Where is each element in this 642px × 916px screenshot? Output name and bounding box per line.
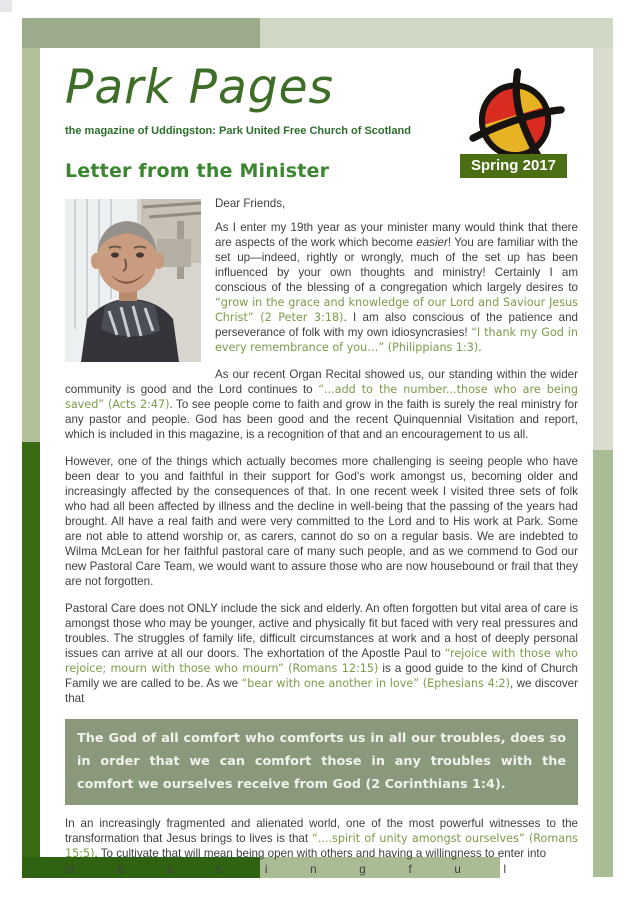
paragraph-3: However, one of the things which actually becomes more challenging is seeing people who have been dear to you and faithful in their support for God's work amongst us, becoming older and increasingly affected by the consequences of that. In one recent week I visited three sets of folk who had all been affected by illness and the decline in well-being that the passing of the years had brought. All have a real faith and were very committed to the Lord and to His work at Park. Some are not able to attend worship or, as carers, cannot do so on a regular basis. We are indebted to Wilma McLean for her faithful pastoral care of many such people, and as we commend to God our new Pastoral Care Team, we would want to assure those who are now housebound or frail that they are not forgotten. (65, 454, 578, 588)
stretched-word: m e a n i n g f u l (65, 862, 507, 876)
masthead (65, 62, 578, 137)
frame-left-band-bottom (22, 442, 40, 878)
pull-quote-box: The God of all comfort who comforts us in all our troubles, does so in order that we can comfort those in any troubles with the comfort we ourselves receive from God (2 Corinthians 1:4). (65, 719, 578, 805)
salutation: Dear Friends, (215, 196, 286, 210)
issue-badge: Spring 2017 (460, 154, 567, 178)
minister-photo (65, 199, 201, 362)
page-content (40, 48, 593, 876)
frame-top-band-right (260, 18, 613, 48)
paragraph-5: In an increasingly fragmented and alienated world, one of the most powerful witnesses to the transformation that Jesus brings to lives is that “....spirit of unity amongst ourselves” (Romans 15:5). To cultivate that will mean being open with others and having a willingness to enter into (65, 816, 578, 860)
paragraph-1: As I enter my 19th year as your minister many would think that there are aspects of the work which become easier! You are familiar with the set up—indeed, rightly or wrongly, much of the set up has been influenced by your own thoughts and ministry! Certainly I am conscious of the blessing of a congregation which largely desires to “grow in the grace and knowledge of our Lord and Saviour Jesus Christ” (2 Peter 3:18). I am also conscious of the patience and perseverance of folk with my own idiosyncrasies! “I thank my God in every remembrance of you…” (Philippians 1:3). (215, 220, 579, 354)
magazine-subtitle: the magazine of Uddingston: Park United Free Church of Scotland (65, 124, 411, 137)
paragraph-2: As our recent Organ Recital showed us, our standing within the wider community is good and the Lord continues to “...add to the number...those who are being saved” (Acts 2:47). To see people come to faith and grow in the faith is surely the real ministry for any pastor and people. God has been good and the recent Quinquennial Visitation and report, which is included in this magazine, is a recognition of that and an encouragement to us all. (65, 367, 578, 441)
frame-right-band-top (593, 48, 613, 450)
paragraph-4: Pastoral Care does not ONLY include the sick and elderly. An often forgotten but vital area of care is amongst those who may be younger, active and physically fit but faced with very real pressures and troubles. The struggles of family life, difficult circumstances at work and a host of deeply personal issues can arrive at all our doors. The exhortation of the Apostle Paul to “rejoice with those who rejoice; mourn with those who mourn” (Romans 12:15) is a good guide to the kind of Church Family we are called to be. As we “bear with one another in love” (Ephesians 4:2), we discover that (65, 601, 578, 705)
letter-body (65, 196, 578, 877)
section-header (65, 156, 578, 182)
magazine-title: Park Pages (65, 60, 335, 115)
frame-left-band-top (22, 48, 40, 442)
frame-top-band-left (22, 18, 260, 48)
frame-right-band-bottom (593, 450, 613, 877)
scan-artifact (0, 0, 12, 12)
section-heading: Letter from the Minister (65, 159, 330, 182)
